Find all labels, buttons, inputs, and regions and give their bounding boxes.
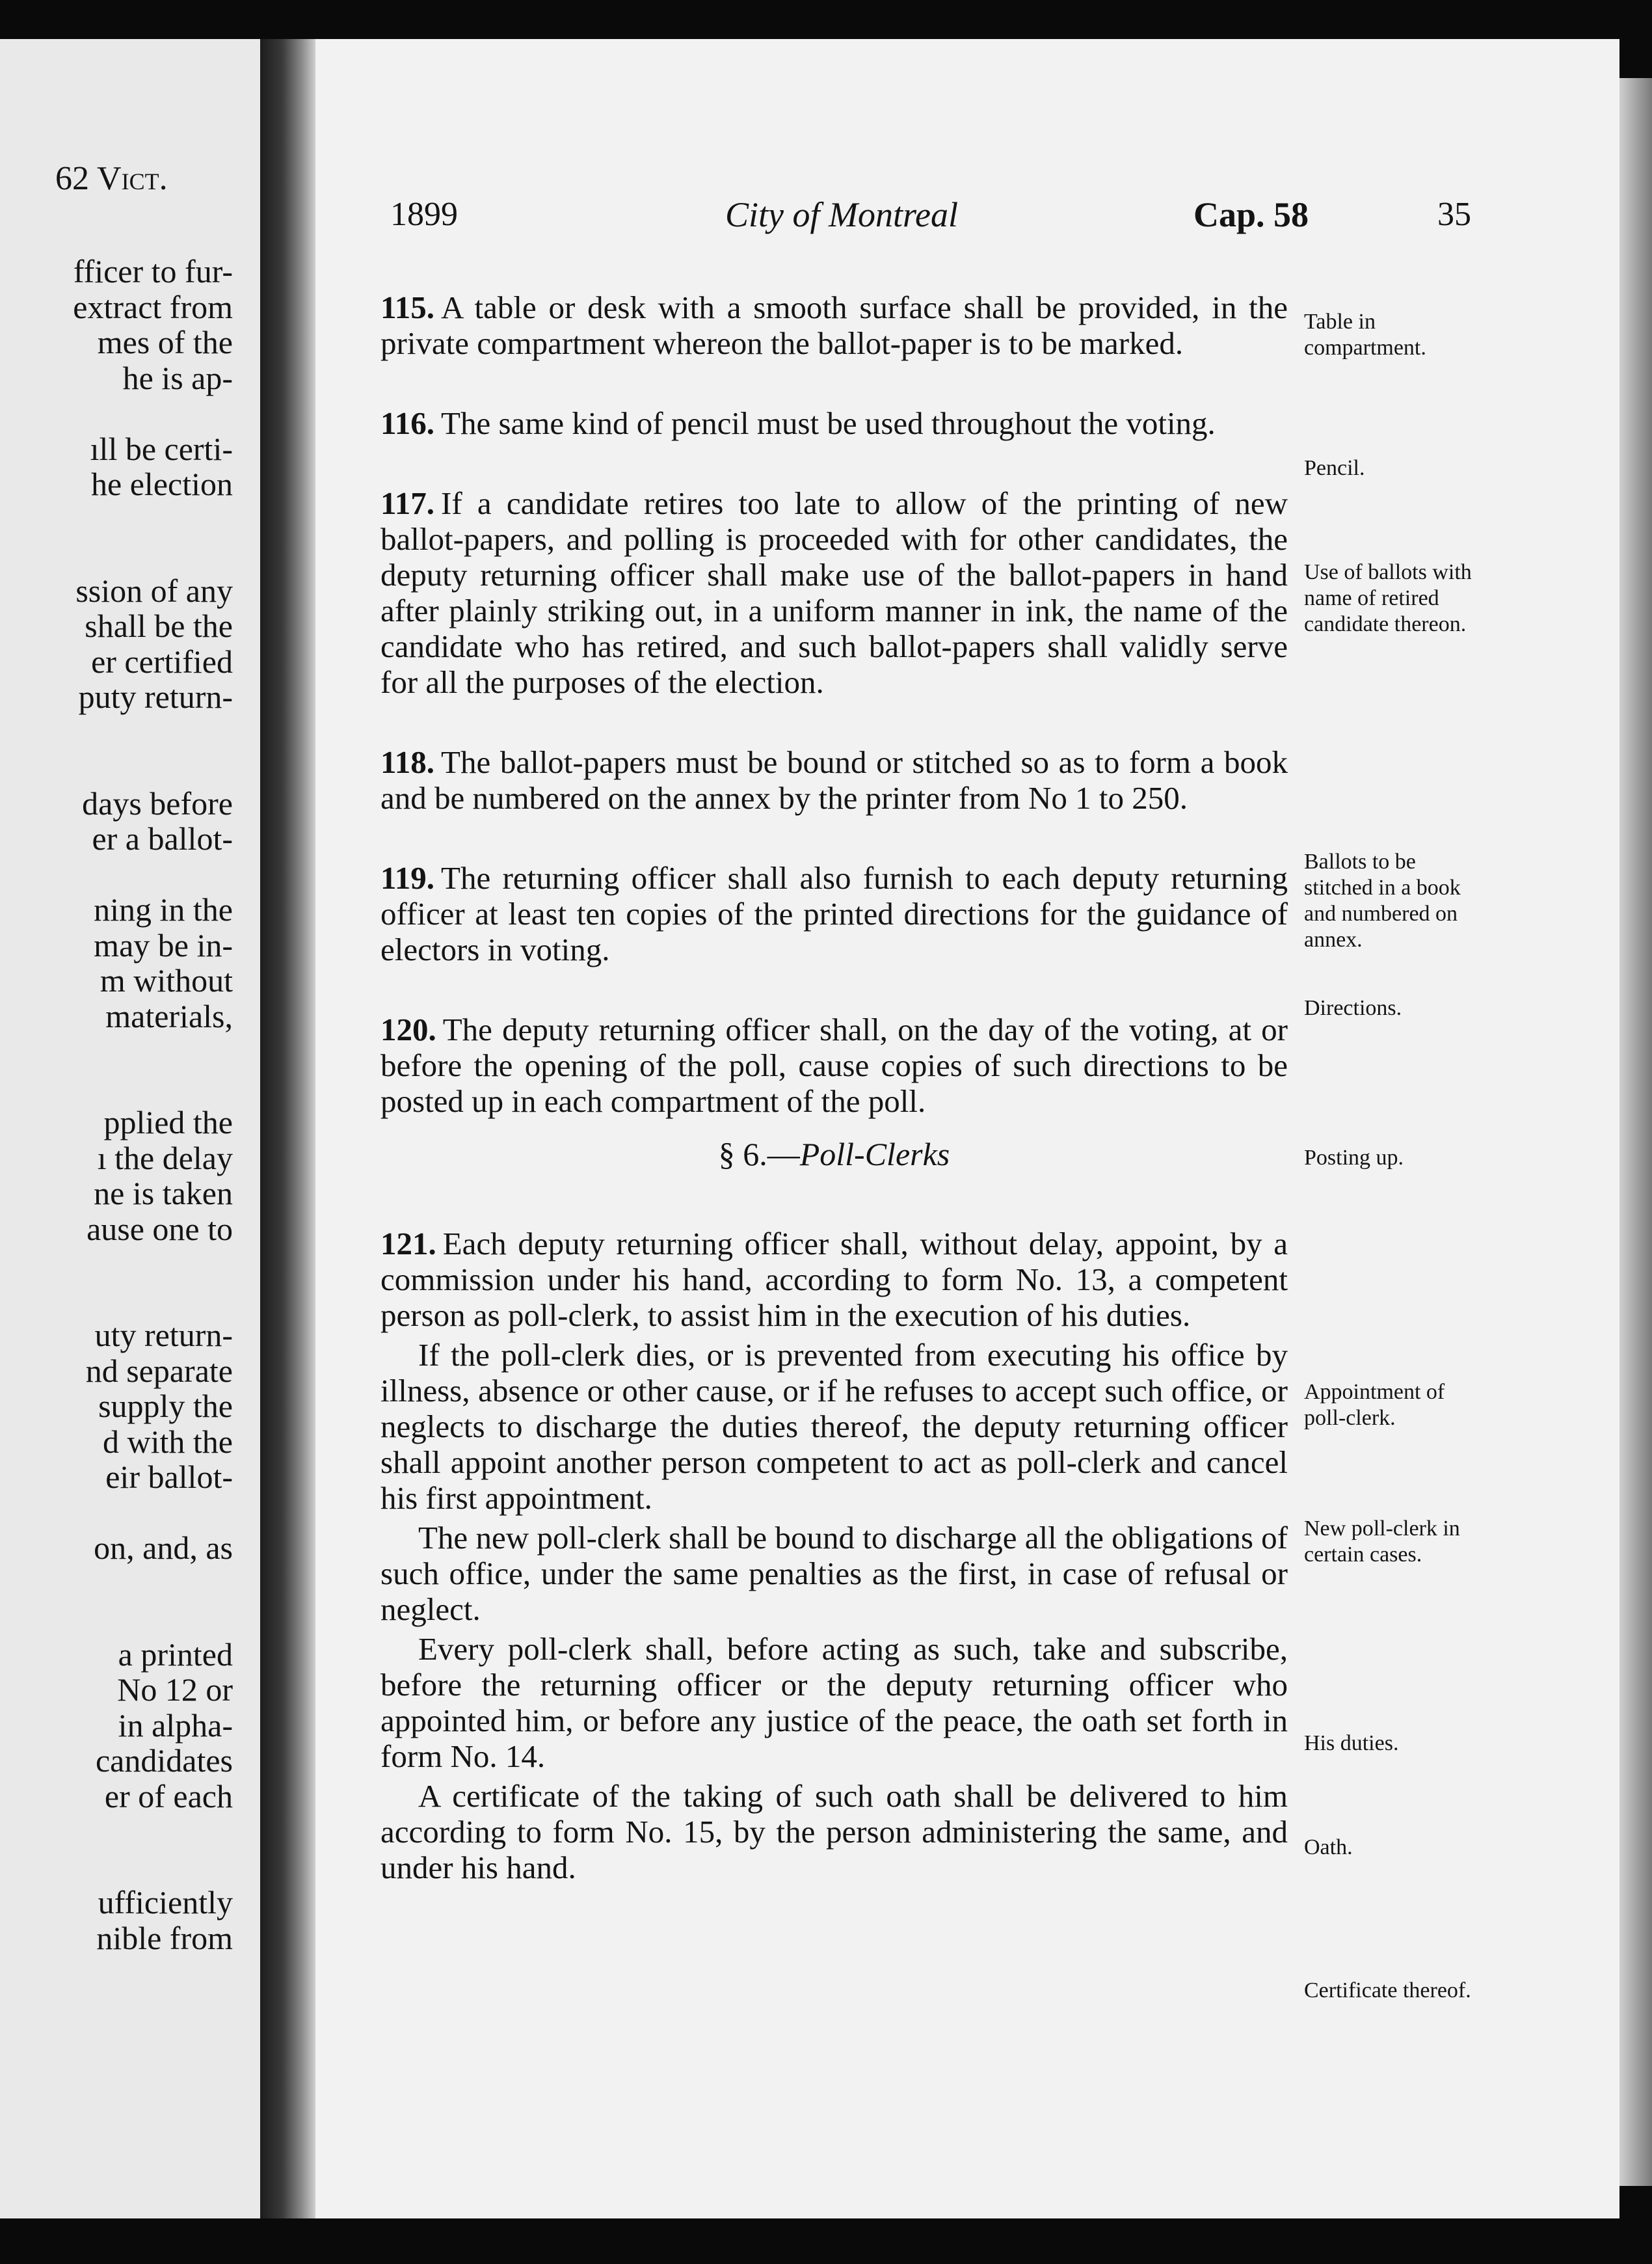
left-page-line	[73, 1247, 233, 1282]
book-gutter	[260, 39, 315, 2218]
section-paragraph	[380, 405, 1288, 441]
section-text: If a candidate retires too late to allow of the printing of new ballot-papers, and polling is proceeded with for other candidates, the deputy returning officer shall make use of the ballot-papers in hand after plainly striking out, in a uniform manner in ink, the name of the candidate who has retired, and such ballot-papers shall validly serve for all the purposes of the election.	[380, 485, 1288, 700]
running-head-chapter: Cap. 58	[1193, 195, 1309, 234]
section-116	[380, 405, 1288, 441]
left-page-line: a printed	[118, 1636, 233, 1673]
section-text: The returning officer shall also furnish to each deputy returning officer at least ten copies of the printed directions for the guidance of electors in voting.	[380, 860, 1288, 967]
section-paragraph	[380, 744, 1288, 816]
left-page-line: ı the delay	[97, 1139, 233, 1176]
left-page-line	[73, 1601, 233, 1637]
section-text: Each deputy returning officer shall, without delay, appoint, by a commission under his hand, according to form No. 13, a competent person as poll-clerk, to assist him in the execution of his duties.	[380, 1226, 1288, 1333]
left-page-line	[73, 1566, 233, 1602]
section-number: 119.	[380, 860, 435, 896]
section-number: 117.	[380, 485, 435, 521]
marginal-note: Use of ballots with name of retired candidate thereon.	[1304, 560, 1472, 636]
left-page-line	[73, 1034, 233, 1070]
left-page-line: ssion of any	[75, 572, 233, 609]
marginal-note: Posting up.	[1304, 1146, 1404, 1170]
left-page-line	[73, 1814, 233, 1850]
left-page-line	[73, 1495, 233, 1531]
left-page	[0, 39, 260, 2218]
left-page-line: in alpha-	[118, 1706, 233, 1744]
section-120	[380, 1012, 1288, 1119]
section-number: 120.	[380, 1012, 436, 1047]
section-number: 121.	[380, 1226, 436, 1261]
left-page-line	[73, 857, 233, 893]
left-page-line: extract from	[73, 288, 233, 325]
left-page-header: 62 Vict.	[55, 160, 168, 197]
left-page-line: days before	[82, 785, 233, 822]
marginal-note: Directions.	[1304, 996, 1402, 1020]
running-head-title: City of Montreal	[725, 195, 958, 234]
left-page-line: ıll be certi-	[90, 430, 233, 467]
marginal-note: His duties.	[1304, 1731, 1399, 1755]
page-number: 35	[1437, 196, 1471, 233]
section-number: 116.	[380, 405, 435, 441]
section-paragraph	[380, 1012, 1288, 1119]
marginal-note: Appointment of poll-clerk.	[1304, 1380, 1445, 1430]
section-paragraph	[380, 860, 1288, 967]
section-number: 118.	[380, 744, 435, 780]
left-page-line: uty return-	[94, 1317, 233, 1353]
running-head-year: 1899	[390, 196, 458, 233]
section-text: The deputy returning officer shall, on the day of the voting, at or before the opening of the poll, cause copies of such directions to be posted up in each compartment of the poll.	[380, 1012, 1288, 1119]
section-118	[380, 744, 1288, 816]
left-page-line: he election	[91, 466, 233, 502]
subheading-number: § 6.—	[718, 1136, 800, 1172]
section-115	[380, 290, 1288, 361]
page-edge	[1619, 78, 1652, 2186]
left-page-line: he is ap-	[122, 359, 233, 396]
marginal-note: Oath.	[1304, 1835, 1353, 1859]
left-page-line: mes of the	[97, 324, 233, 360]
left-page-line: puty return-	[78, 679, 233, 715]
marginal-note: Pencil.	[1304, 456, 1365, 480]
section-text: The ballot-papers must be bound or stitched so as to form a book and be numbered on the annex by the printer from No 1 to 250.	[380, 744, 1288, 816]
left-page-line	[73, 1850, 233, 1885]
section-117	[380, 485, 1288, 700]
left-page-line: er of each	[104, 1777, 233, 1814]
left-page-line	[73, 715, 233, 751]
paragraph-his-duties: The new poll-clerk shall be bound to discharge all the obligations of such office, under the same penalties as the first, in case of refusal or neglect.	[380, 1520, 1288, 1627]
marginal-note: New poll-clerk in certain cases.	[1304, 1516, 1460, 1567]
left-page-line	[73, 750, 233, 786]
left-page-text	[73, 254, 233, 1956]
paragraph-new-poll-clerk: If the poll-clerk dies, or is prevented from executing his office by illness, absence or other cause, or if he refuses to accept such office, or neglects to discharge the duties thereof, the deputy returning officer shall appoint another person competent to act as poll-clerk and cancel his first appointment.	[380, 1337, 1288, 1516]
left-page-line: nible from	[96, 1919, 233, 1956]
left-page-line: candidates	[95, 1742, 233, 1779]
marginal-note: Table in compartment.	[1304, 310, 1426, 360]
marginal-note: Certificate thereof.	[1304, 1978, 1471, 2002]
left-page-line: materials,	[105, 997, 233, 1034]
paragraph-certificate: A certificate of the taking of such oath shall be delivered to him according to form No. 15, by the person administering the same, and under his hand.	[380, 1778, 1288, 1885]
marginal-note: Ballots to be stitched in a book and numbered on annex.	[1304, 850, 1461, 952]
section-number: 115.	[380, 290, 435, 325]
left-page-line	[73, 537, 233, 573]
left-page-line: m without	[100, 962, 233, 999]
left-page-line	[73, 396, 233, 431]
left-page-line: d with the	[103, 1423, 233, 1460]
section-paragraph	[380, 485, 1288, 700]
paragraph-oath: Every poll-clerk shall, before acting as such, take and subscribe, before the returning officer or the deputy returning officer who appointed him, or before any justice of the peace, the oath set forth in form No. 14.	[380, 1631, 1288, 1774]
section-paragraph	[380, 1226, 1288, 1333]
left-page-line: on, and, as	[94, 1530, 233, 1566]
left-page-line: may be in-	[94, 926, 233, 964]
left-page-line	[73, 1282, 233, 1318]
section-paragraph	[380, 290, 1288, 361]
left-page-line: nd separate	[85, 1352, 233, 1389]
left-page-line: fficer to fur-	[73, 253, 233, 290]
section-119	[380, 860, 1288, 967]
left-page-line: ause one to	[87, 1210, 233, 1247]
left-page-line: shall be the	[85, 608, 233, 644]
left-page-line: ning in the	[94, 891, 233, 928]
body-text	[380, 290, 1288, 1885]
left-page-line	[73, 1070, 233, 1105]
left-page-line: pplied the	[103, 1104, 233, 1140]
subheading-title: Poll-Clerks	[799, 1136, 950, 1172]
left-page-line: supply the	[98, 1388, 233, 1424]
left-page-line: ne is taken	[94, 1175, 233, 1211]
left-page-line	[73, 502, 233, 538]
right-page	[315, 39, 1619, 2218]
section-text: The same kind of pencil must be used throughout the voting.	[441, 405, 1216, 441]
left-page-line: No 12 or	[117, 1671, 233, 1708]
left-page-line: er a ballot-	[92, 820, 233, 857]
left-page-line: eir ballot-	[105, 1459, 233, 1495]
section-121	[380, 1226, 1288, 1885]
subheading-poll-clerks	[380, 1135, 1288, 1174]
left-page-line: er certified	[91, 643, 233, 680]
left-page-line: ufficiently	[98, 1884, 233, 1920]
section-text: A table or desk with a smooth surface shall be provided, in the private compartment whereon the ballot-paper is to be marked.	[380, 290, 1288, 361]
